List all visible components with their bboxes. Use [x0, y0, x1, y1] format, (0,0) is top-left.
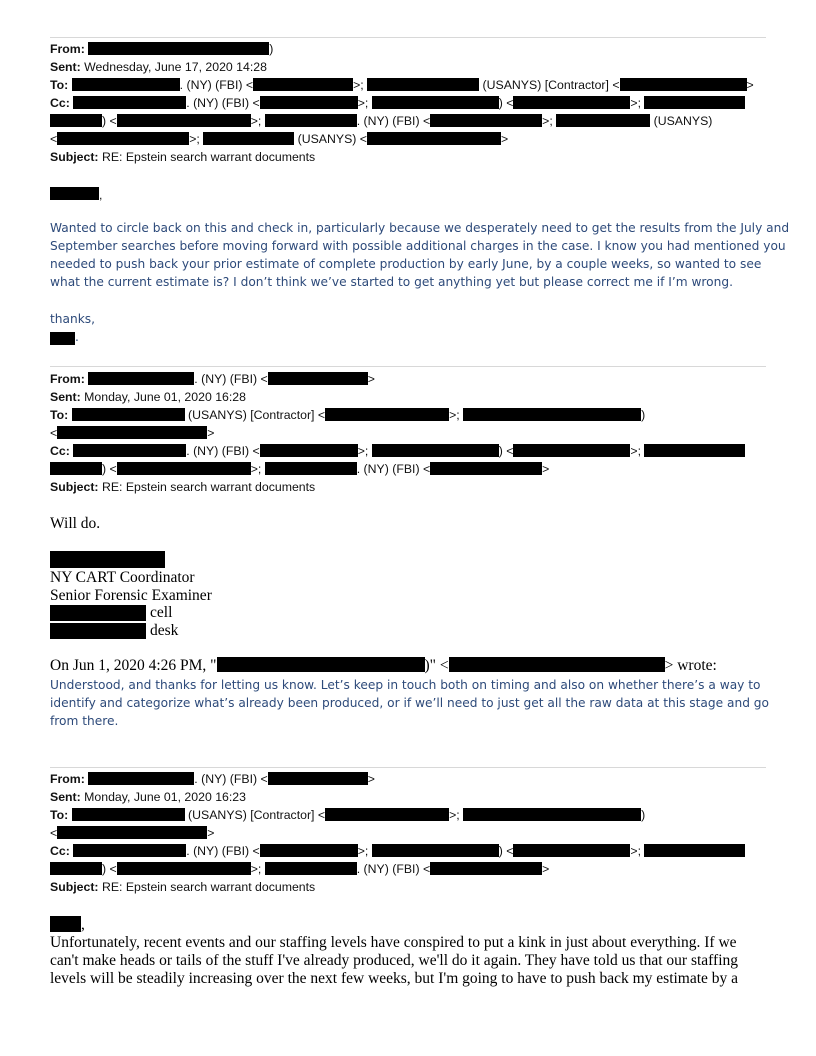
email1-body-line: Wanted to circle back on this and check in, particularly because we desperately need to get the results from the July and — [50, 221, 790, 235]
cc-text: >; — [250, 114, 265, 128]
cc-text: . (NY) (FBI) < — [356, 462, 431, 476]
redaction — [50, 916, 81, 932]
redaction — [367, 78, 479, 91]
cc-text: >; — [630, 96, 645, 110]
cc-text: . (NY) (FBI) < — [186, 444, 260, 458]
redaction — [73, 96, 186, 109]
sent-value: Monday, June 01, 2020 16:23 — [84, 790, 246, 804]
to-text: > — [207, 426, 215, 440]
redaction — [325, 408, 449, 421]
redaction — [265, 114, 357, 127]
from-label: From: — [50, 772, 85, 786]
to-label: To: — [50, 78, 69, 92]
sent-label: Sent: — [50, 390, 81, 404]
email1-to-line — [50, 77, 754, 93]
to-label: To: — [50, 808, 69, 822]
to-text: < — [50, 826, 58, 840]
redaction — [73, 844, 186, 857]
cc-text: . (NY) (FBI) < — [186, 96, 260, 110]
subject-value: RE: Epstein search warrant documents — [101, 880, 316, 894]
cc-text: < — [50, 132, 58, 146]
redaction — [325, 808, 449, 821]
email1-cc-line — [50, 95, 745, 111]
sent-label: Sent: — [50, 790, 81, 804]
email3-to-line — [50, 807, 645, 823]
redaction — [72, 408, 185, 421]
redaction — [50, 623, 146, 639]
cc-text: ) < — [498, 96, 514, 110]
redaction — [88, 772, 194, 785]
redaction — [513, 96, 630, 109]
redaction — [203, 132, 294, 145]
redaction — [260, 444, 358, 457]
subject-value: RE: Epstein search warrant documents — [101, 480, 316, 494]
cc-text: . (NY) (FBI) < — [356, 114, 431, 128]
to-text: < — [50, 426, 58, 440]
cc-text: >; — [189, 132, 204, 146]
cc-text: (USANYS) — [650, 114, 713, 128]
redaction — [372, 96, 499, 109]
cc-text: (USANYS) < — [294, 132, 367, 146]
redaction — [50, 551, 165, 568]
email2-body-line: Understood, and thanks for letting us know. Let’s keep in touch both on timing and also on whether there’s a way to — [50, 678, 761, 692]
redaction — [117, 462, 251, 475]
cc-label: Cc: — [50, 96, 70, 110]
redaction — [556, 114, 650, 127]
cc-text: ) < — [102, 862, 117, 876]
to-text: >; — [449, 808, 464, 822]
email3-to-line — [50, 825, 214, 841]
cc-text: >; — [357, 96, 372, 110]
redaction — [57, 826, 207, 839]
redaction — [57, 132, 189, 145]
email2-sent-line — [50, 389, 246, 405]
email2-to-line — [50, 407, 645, 423]
redaction — [117, 862, 251, 875]
from-label: From: — [50, 42, 85, 56]
quote-text: On Jun 1, 2020 4:26 PM, " — [50, 657, 217, 674]
redaction — [88, 372, 194, 385]
email3-body-line: can't make heads or tails of the stuff I've already produced, we'll do it again. They have told us that our staffing — [50, 952, 739, 969]
redaction — [260, 844, 358, 857]
to-text: ) — [641, 408, 646, 422]
email2-subject-line — [50, 479, 315, 495]
email1-subject-line — [50, 149, 315, 165]
redaction — [513, 444, 630, 457]
to-text: (USANYS) [Contractor] < — [184, 408, 326, 422]
redaction — [50, 187, 99, 200]
email3-cc-line — [50, 843, 745, 859]
redaction — [644, 96, 745, 109]
signature-desk-label: desk — [150, 622, 179, 639]
to-text: > — [207, 826, 215, 840]
sent-value: Monday, June 01, 2020 16:28 — [84, 390, 246, 404]
redaction — [430, 114, 542, 127]
subject-label: Subject: — [50, 150, 99, 164]
redaction — [50, 462, 102, 475]
email1-from-line — [50, 41, 273, 57]
greeting-comma: , — [81, 916, 85, 933]
signature-title: Senior Forensic Examiner — [50, 587, 212, 604]
redaction — [50, 332, 75, 345]
redaction — [73, 444, 186, 457]
from-text: > — [367, 372, 375, 386]
subject-label: Subject: — [50, 480, 99, 494]
email3-body-line: levels will be steadily increasing over the next few weeks, but I'm going to have to push back my estimate by a — [50, 970, 739, 987]
separator-line — [50, 767, 766, 768]
redaction — [620, 78, 747, 91]
email3-from-line — [50, 771, 375, 787]
cc-text: >; — [630, 444, 645, 458]
redaction — [430, 862, 542, 875]
redaction — [253, 78, 353, 91]
subject-value: RE: Epstein search warrant documents — [101, 150, 316, 164]
sign-period: . — [75, 330, 79, 344]
redaction — [367, 132, 501, 145]
cc-text: > — [542, 862, 550, 876]
signature-cell-label: cell — [150, 604, 173, 621]
redaction — [72, 808, 185, 821]
to-text: > — [746, 78, 754, 92]
from-text: > — [367, 772, 375, 786]
email2-to-line — [50, 425, 214, 441]
to-label: To: — [50, 408, 69, 422]
redaction — [644, 844, 745, 857]
quote-text: )" < — [424, 657, 449, 674]
cc-text: > — [542, 462, 550, 476]
redaction — [268, 372, 368, 385]
email2-cc-line — [50, 443, 745, 459]
redaction — [50, 605, 146, 621]
cc-text: >; — [250, 462, 265, 476]
redaction — [265, 862, 357, 875]
email2-body-line: from there. — [50, 714, 119, 728]
email1-cc-line — [50, 131, 508, 147]
email3-body-line: Unfortunately, recent events and our staffing levels have conspired to put a kink in just about everything. If we — [50, 934, 737, 951]
cc-text: >; — [250, 862, 265, 876]
redaction — [463, 408, 641, 421]
redaction — [88, 42, 269, 55]
signature-title: NY CART Coordinator — [50, 569, 195, 586]
cc-text: >; — [542, 114, 557, 128]
quote-text: > wrote: — [664, 657, 717, 674]
greeting-comma: , — [99, 188, 103, 202]
cc-label: Cc: — [50, 444, 70, 458]
sent-value: Wednesday, June 17, 2020 14:28 — [84, 60, 267, 74]
separator-line — [50, 366, 766, 367]
redaction — [57, 426, 207, 439]
from-text: . (NY) (FBI) < — [194, 372, 268, 386]
redaction — [463, 808, 641, 821]
to-text: ) — [641, 808, 646, 822]
to-text: (USANYS) [Contractor] < — [184, 808, 326, 822]
email3-subject-line — [50, 879, 315, 895]
redaction — [449, 657, 665, 672]
quote-header — [50, 657, 717, 675]
email1-cc-line — [50, 113, 712, 129]
cc-text: ) < — [498, 844, 514, 858]
to-text: (USANYS) [Contractor] < — [479, 78, 620, 92]
sent-label: Sent: — [50, 60, 81, 74]
email3-sent-line — [50, 789, 246, 805]
redaction — [117, 114, 251, 127]
email2-cc-line — [50, 461, 549, 477]
redaction — [72, 78, 180, 91]
redaction — [50, 862, 102, 875]
email2-from-line — [50, 371, 375, 387]
cc-text: > — [500, 132, 509, 146]
to-text: . (NY) (FBI) < — [179, 78, 254, 92]
redaction — [268, 772, 368, 785]
email1-body-line: September searches before moving forward with possible additional charges in the case. I know you had mentioned you — [50, 239, 786, 253]
redaction — [372, 844, 499, 857]
cc-text: ) < — [498, 444, 514, 458]
cc-text: . (NY) (FBI) < — [356, 862, 431, 876]
email1-body-line: what the current estimate is? I don’t think we’ve started to get anything yet but please correct me if I’m wrong. — [50, 275, 733, 289]
from-text: ) — [269, 42, 274, 56]
cc-text: ) < — [102, 114, 117, 128]
email1-thanks: thanks, — [50, 312, 95, 326]
cc-text: >; — [357, 844, 372, 858]
email2-body-line: identify and categorize what’s already been produced, or if we’ll need to just get all the raw data at this stage and go — [50, 696, 770, 710]
cc-text: >; — [357, 444, 372, 458]
redaction — [644, 444, 745, 457]
cc-text: . (NY) (FBI) < — [186, 844, 260, 858]
redaction — [372, 444, 499, 457]
email1-body-line: needed to push back your prior estimate of complete production by early June, by a couple weeks, so wanted to see — [50, 257, 762, 271]
cc-text: >; — [630, 844, 645, 858]
email1-sent-line — [50, 59, 267, 75]
to-text: >; — [353, 78, 368, 92]
redaction — [430, 462, 542, 475]
cc-text: ) < — [102, 462, 117, 476]
to-text: >; — [449, 408, 464, 422]
email3-cc-line — [50, 861, 549, 877]
reply-text: Will do. — [50, 515, 101, 532]
from-label: From: — [50, 372, 85, 386]
redaction — [265, 462, 357, 475]
subject-label: Subject: — [50, 880, 99, 894]
redaction — [50, 114, 102, 127]
cc-label: Cc: — [50, 844, 70, 858]
redaction — [513, 844, 630, 857]
redaction — [260, 96, 358, 109]
separator-line — [50, 37, 766, 38]
from-text: . (NY) (FBI) < — [194, 772, 268, 786]
redaction — [217, 657, 425, 672]
